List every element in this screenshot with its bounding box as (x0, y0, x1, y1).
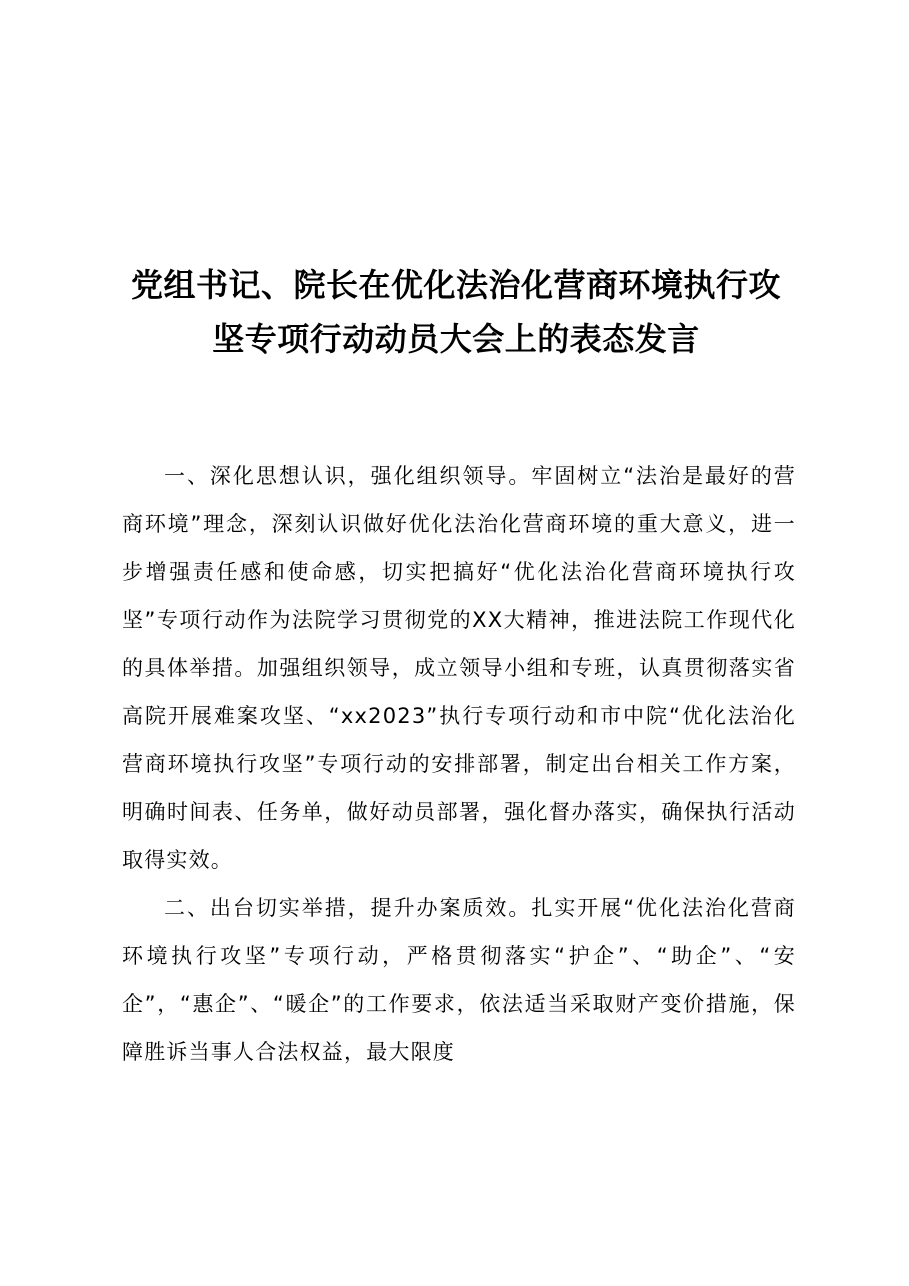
document-body (122, 452, 796, 1076)
document-title (118, 258, 794, 366)
title-line-1: 党组书记、院长在优化法治化营商环境执行攻 (130, 266, 781, 304)
paragraph-2: 二、出台切实举措，提升办案质效。扎实开展“优化法治化营商环境执行攻坚”专项行动，严格贯彻落实“护企”、“助企”、“安企”，“惠企”、“暖企”的工作要求，依法适当采取财产变价措施，保障胜诉当事人合法权益，最大限度 (122, 896, 796, 1064)
title-line-2: 坚专项行动动员大会上的表态发言 (212, 320, 700, 358)
paragraph-1: 一、深化思想认识，强化组织领导。牢固树立“法治是最好的营商环境”理念，深刻认识做好优化法治化营商环境的重大意义，进一步增强责任感和使命感，切实把搞好“优化法治化营商环境执行攻坚”专项行动作为法院学习贯彻党的XX大精神，推进法院工作现代化的具体举措。加强组织领导，成立领导小组和专班，认真贯彻落实省高院开展难案攻坚、“xx2023”执行专项行动和市中院“优化法治化营商环境执行攻坚”专项行动的安排部署，制定出台相关工作方案，明确时间表、任务单，做好动员部署，强化督办落实，确保执行活动取得实效。 (122, 464, 796, 872)
